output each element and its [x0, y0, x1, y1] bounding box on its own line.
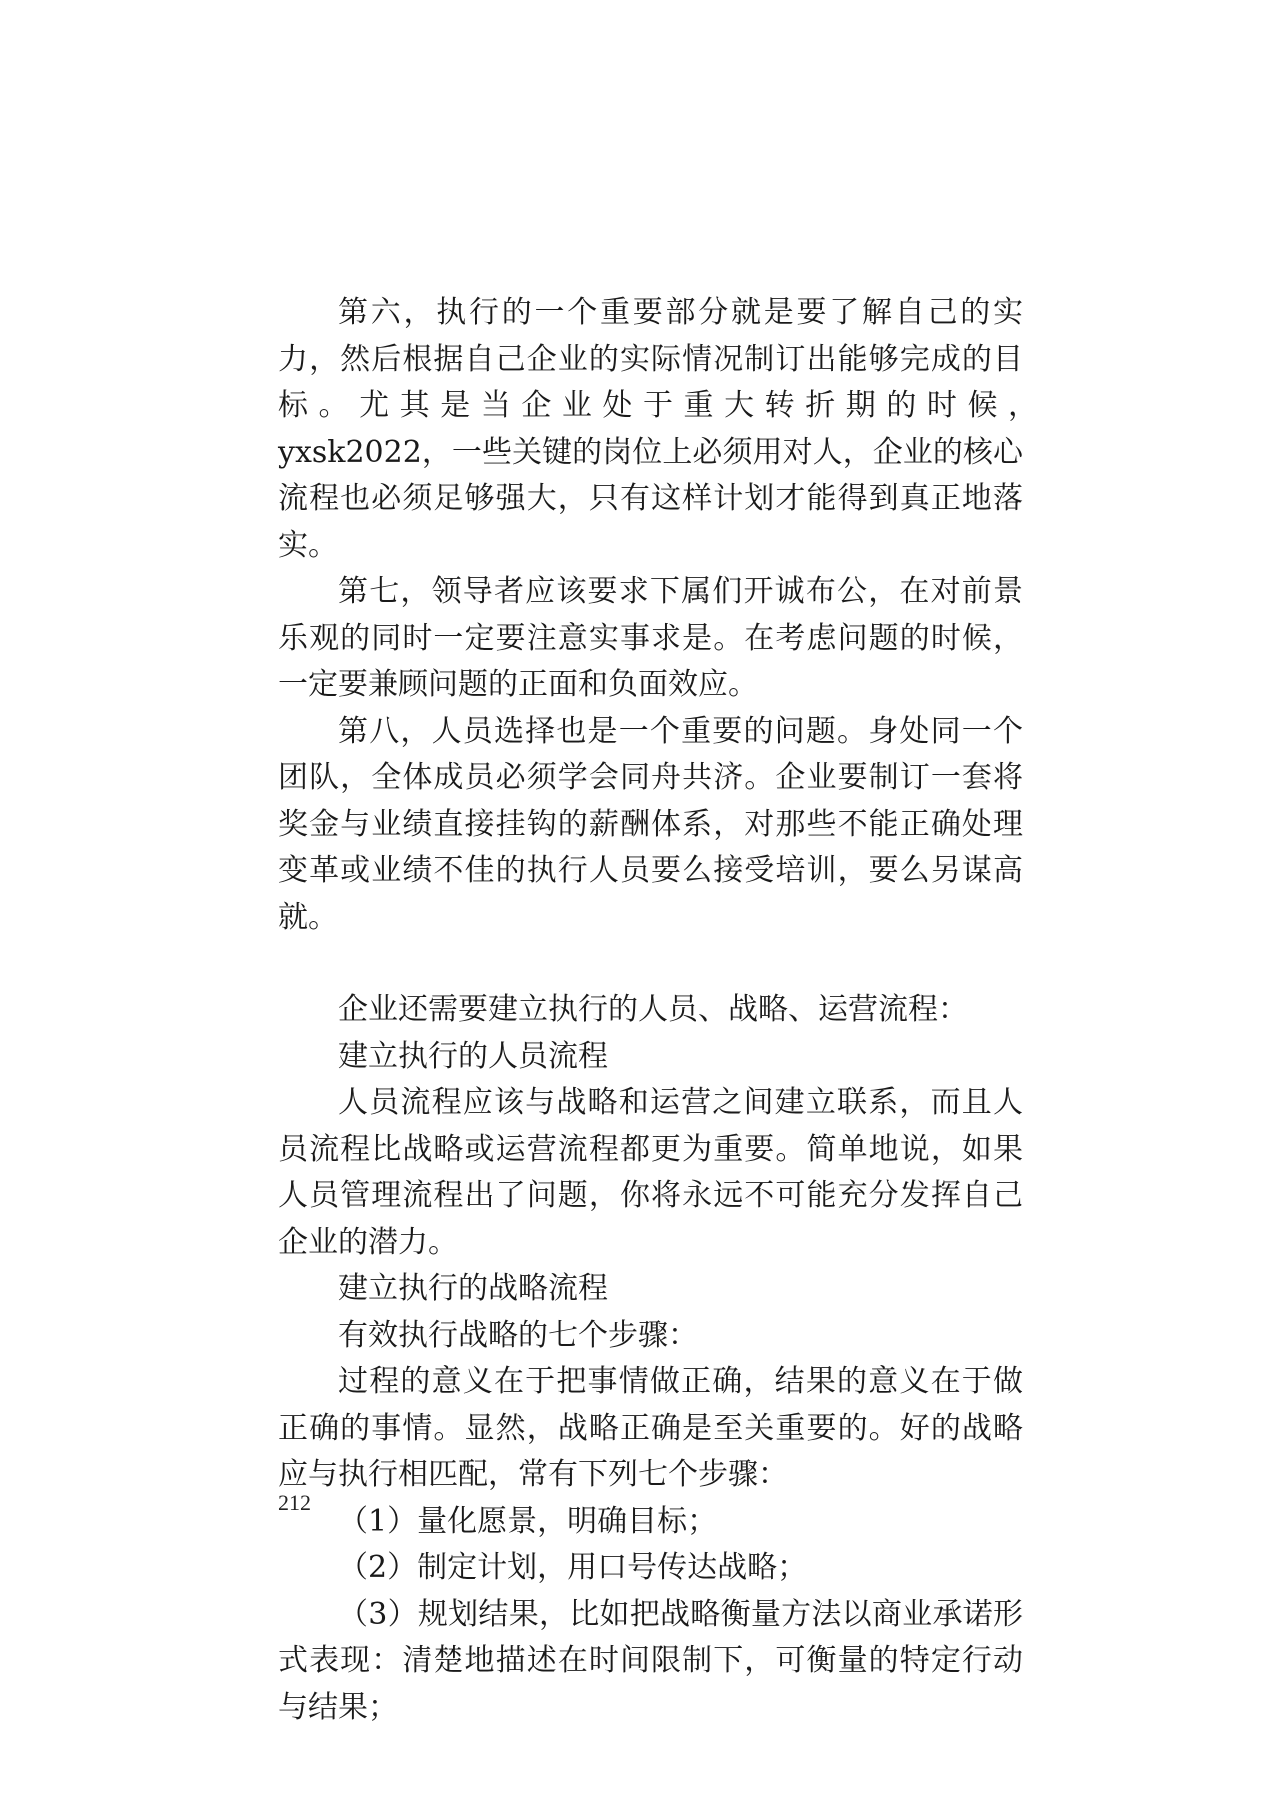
paragraph-eighth: 第八，人员选择也是一个重要的问题。身处同一个团队，全体成员必须学会同舟共济。企业要制订一套将奖金与业绩直接挂钩的薪酬体系，对那些不能正确处理变革或业绩不佳的执行人员要么接受培训，要么另谋高就。	[278, 713, 1023, 935]
paragraph-people-process: 人员流程应该与战略和运营之间建立联系，而且人员流程比战略或运营流程都更为重要。简单地说，如果人员管理流程出了问题，你将永远不可能充分发挥自己企业的潜力。	[278, 1085, 1023, 1260]
heading-people-process: 建立执行的人员流程	[338, 1038, 608, 1074]
paragraph-seventh: 第七，领导者应该要求下属们开诚布公，在对前景乐观的同时一定要注意实事求是。在考虑问题的时候，一定要兼顾问题的正面和负面效应。	[278, 574, 1023, 702]
heading-strategy-process: 建立执行的战略流程	[338, 1271, 608, 1306]
paragraph-process-meaning: 过程的意义在于把事情做正确，结果的意义在于做正确的事情。显然，战略正确是至关重要的。好的战略应与执行相匹配，常有下列七个步骤：	[278, 1364, 1023, 1492]
page-number: 212	[278, 1490, 311, 1515]
body-text	[278, 290, 1113, 1731]
paragraph-intro-processes: 企业还需要建立执行的人员、战略、运营流程：	[338, 992, 968, 1027]
paragraph-seven-steps-title: 有效执行战略的七个步骤：	[338, 1317, 698, 1353]
list-item-step-2: （2）制定计划，用口号传达战略；	[338, 1550, 808, 1585]
section-gap	[278, 941, 1023, 987]
paragraph-sixth: 第六，执行的一个重要部分就是要了解自己的实力，然后根据自己企业的实际情况制订出能够完成的目标。尤其是当企业处于重大转折期的时候， yxsk2022，一些关键的岗位上必须用对人，企业的核心流程也必须足够强大，只有这样计划才能得到真正地落实。	[278, 295, 1113, 563]
list-item-step-1: （1）量化愿景，明确目标；	[338, 1503, 718, 1539]
list-item-step-3: （3）规划结果，比如把战略衡量方法以商业承诺形式表现：清楚地描述在时间限制下，可衡量的特定行动与结果；	[278, 1596, 1023, 1725]
